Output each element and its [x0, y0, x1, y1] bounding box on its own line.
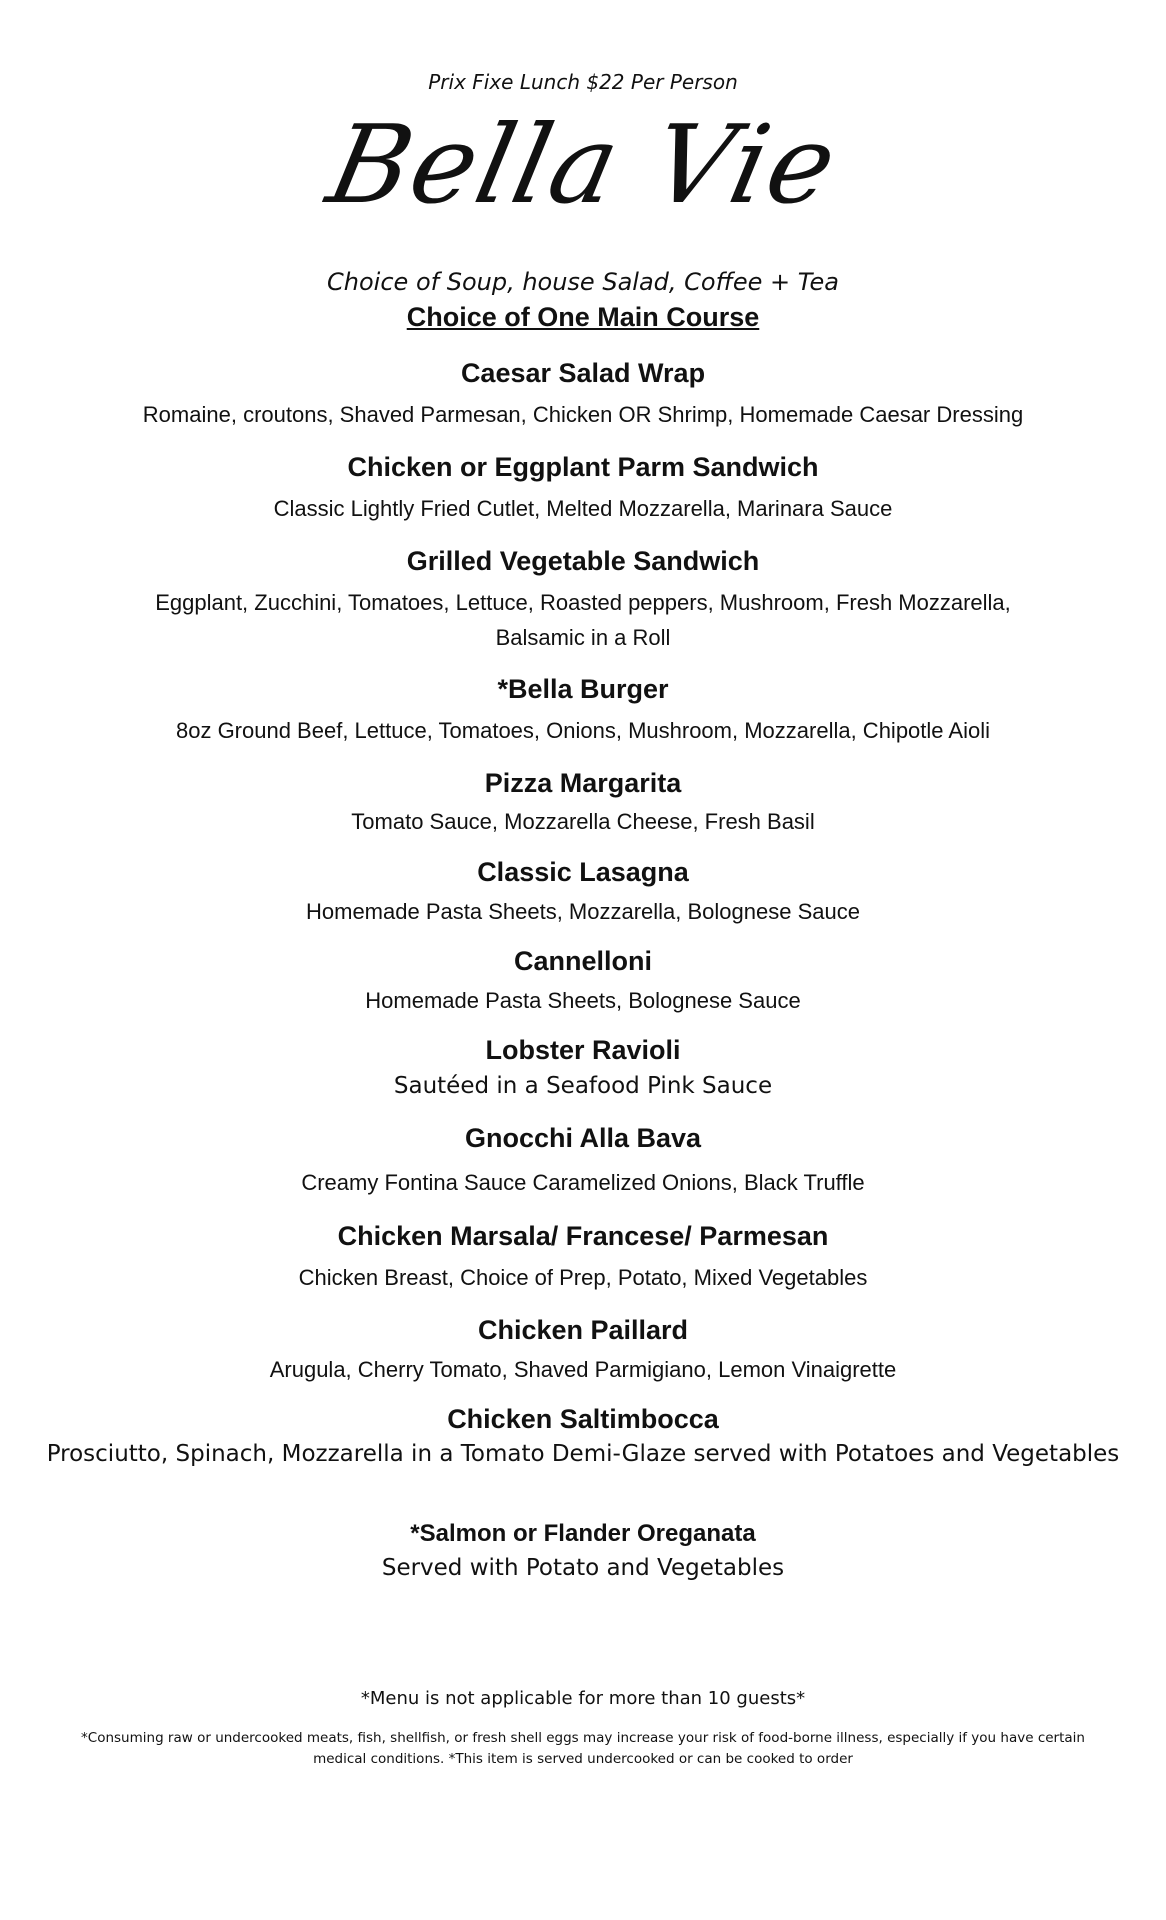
includes-line: Choice of Soup, house Salad, Coffee + Tea [327, 268, 839, 296]
item-title-classic-lasagna: Classic Lasagna [477, 857, 689, 887]
item-title-chicken-paillard: Chicken Paillard [477, 1315, 689, 1345]
item-desc-lobster-ravioli: Sautéed in a Seafood Pink Sauce [393, 1073, 773, 1099]
item-title-salmon-flander: *Salmon or Flander Oreganata [410, 1520, 756, 1547]
main-course-heading: Choice of One Main Course [406, 302, 760, 332]
item-title-chicken-marsala: Chicken Marsala/ Francese/ Parmesan [337, 1221, 829, 1251]
item-desc-grilled-vegetable: Eggplant, Zucchini, Tomatoes, Lettuce, Roasted peppers, Mushroom, Fresh Mozzarella, [155, 590, 1011, 615]
item-desc-chicken-marsala: Chicken Breast, Choice of Prep, Potato, Mixed Vegetables [298, 1265, 868, 1290]
item-title-caesar-wrap: Caesar Salad Wrap [460, 358, 706, 388]
item-desc-cannelloni: Homemade Pasta Sheets, Bolognese Sauce [365, 988, 801, 1013]
guest-limit-note: *Menu is not applicable for more than 10 guests* [360, 1688, 806, 1709]
item-desc-chicken-saltimbocca: Prosciutto, Spinach, Mozzarella in a Tomato Demi-Glaze served with Potatoes and Vegetables [46, 1441, 1120, 1467]
item-title-grilled-vegetable: Grilled Vegetable Sandwich [406, 546, 760, 576]
item-desc-caesar-wrap: Romaine, croutons, Shaved Parmesan, Chicken OR Shrimp, Homemade Caesar Dressing [142, 402, 1024, 427]
item-desc-pizza-margarita: Tomato Sauce, Mozzarella Cheese, Fresh Basil [351, 809, 815, 834]
item-desc-salmon-flander: Served with Potato and Vegetables [381, 1555, 785, 1581]
item-desc-chicken-paillard: Arugula, Cherry Tomato, Shaved Parmigiano, Lemon Vinaigrette [269, 1357, 897, 1382]
item-title-chicken-eggplant-parm: Chicken or Eggplant Parm Sandwich [347, 452, 819, 482]
item-title-gnocchi: Gnocchi Alla Bava [464, 1123, 702, 1153]
item-title-cannelloni: Cannelloni [513, 946, 652, 976]
item-title-lobster-ravioli: Lobster Ravioli [485, 1035, 681, 1065]
item-desc-chicken-eggplant-parm: Classic Lightly Fried Cutlet, Melted Mozzarella, Marinara Sauce [273, 496, 893, 521]
item-desc-classic-lasagna: Homemade Pasta Sheets, Mozzarella, Bolognese Sauce [306, 899, 860, 924]
item-desc-bella-burger: 8oz Ground Beef, Lettuce, Tomatoes, Onions, Mushroom, Mozzarella, Chipotle Aioli [175, 718, 990, 743]
item-title-chicken-saltimbocca: Chicken Saltimbocca [447, 1404, 719, 1434]
item-title-bella-burger: *Bella Burger [497, 674, 669, 704]
item-desc-grilled-vegetable-cont: Balsamic in a Roll [495, 625, 671, 650]
item-title-pizza-margarita: Pizza Margarita [484, 768, 682, 798]
food-safety-disclaimer: *Consuming raw or undercooked meats, fish, shellfish, or fresh shell eggs may increase your risk of food-borne illness, especially if you have certain medical conditions. *This item is served undercooked or can be cooked to order [81, 1730, 1085, 1767]
item-desc-gnocchi: Creamy Fontina Sauce Caramelized Onions, Black Truffle [301, 1170, 865, 1195]
prix-fixe-line: Prix Fixe Lunch $22 Per Person [428, 70, 738, 94]
restaurant-logo: Bella Vie [317, 103, 849, 228]
